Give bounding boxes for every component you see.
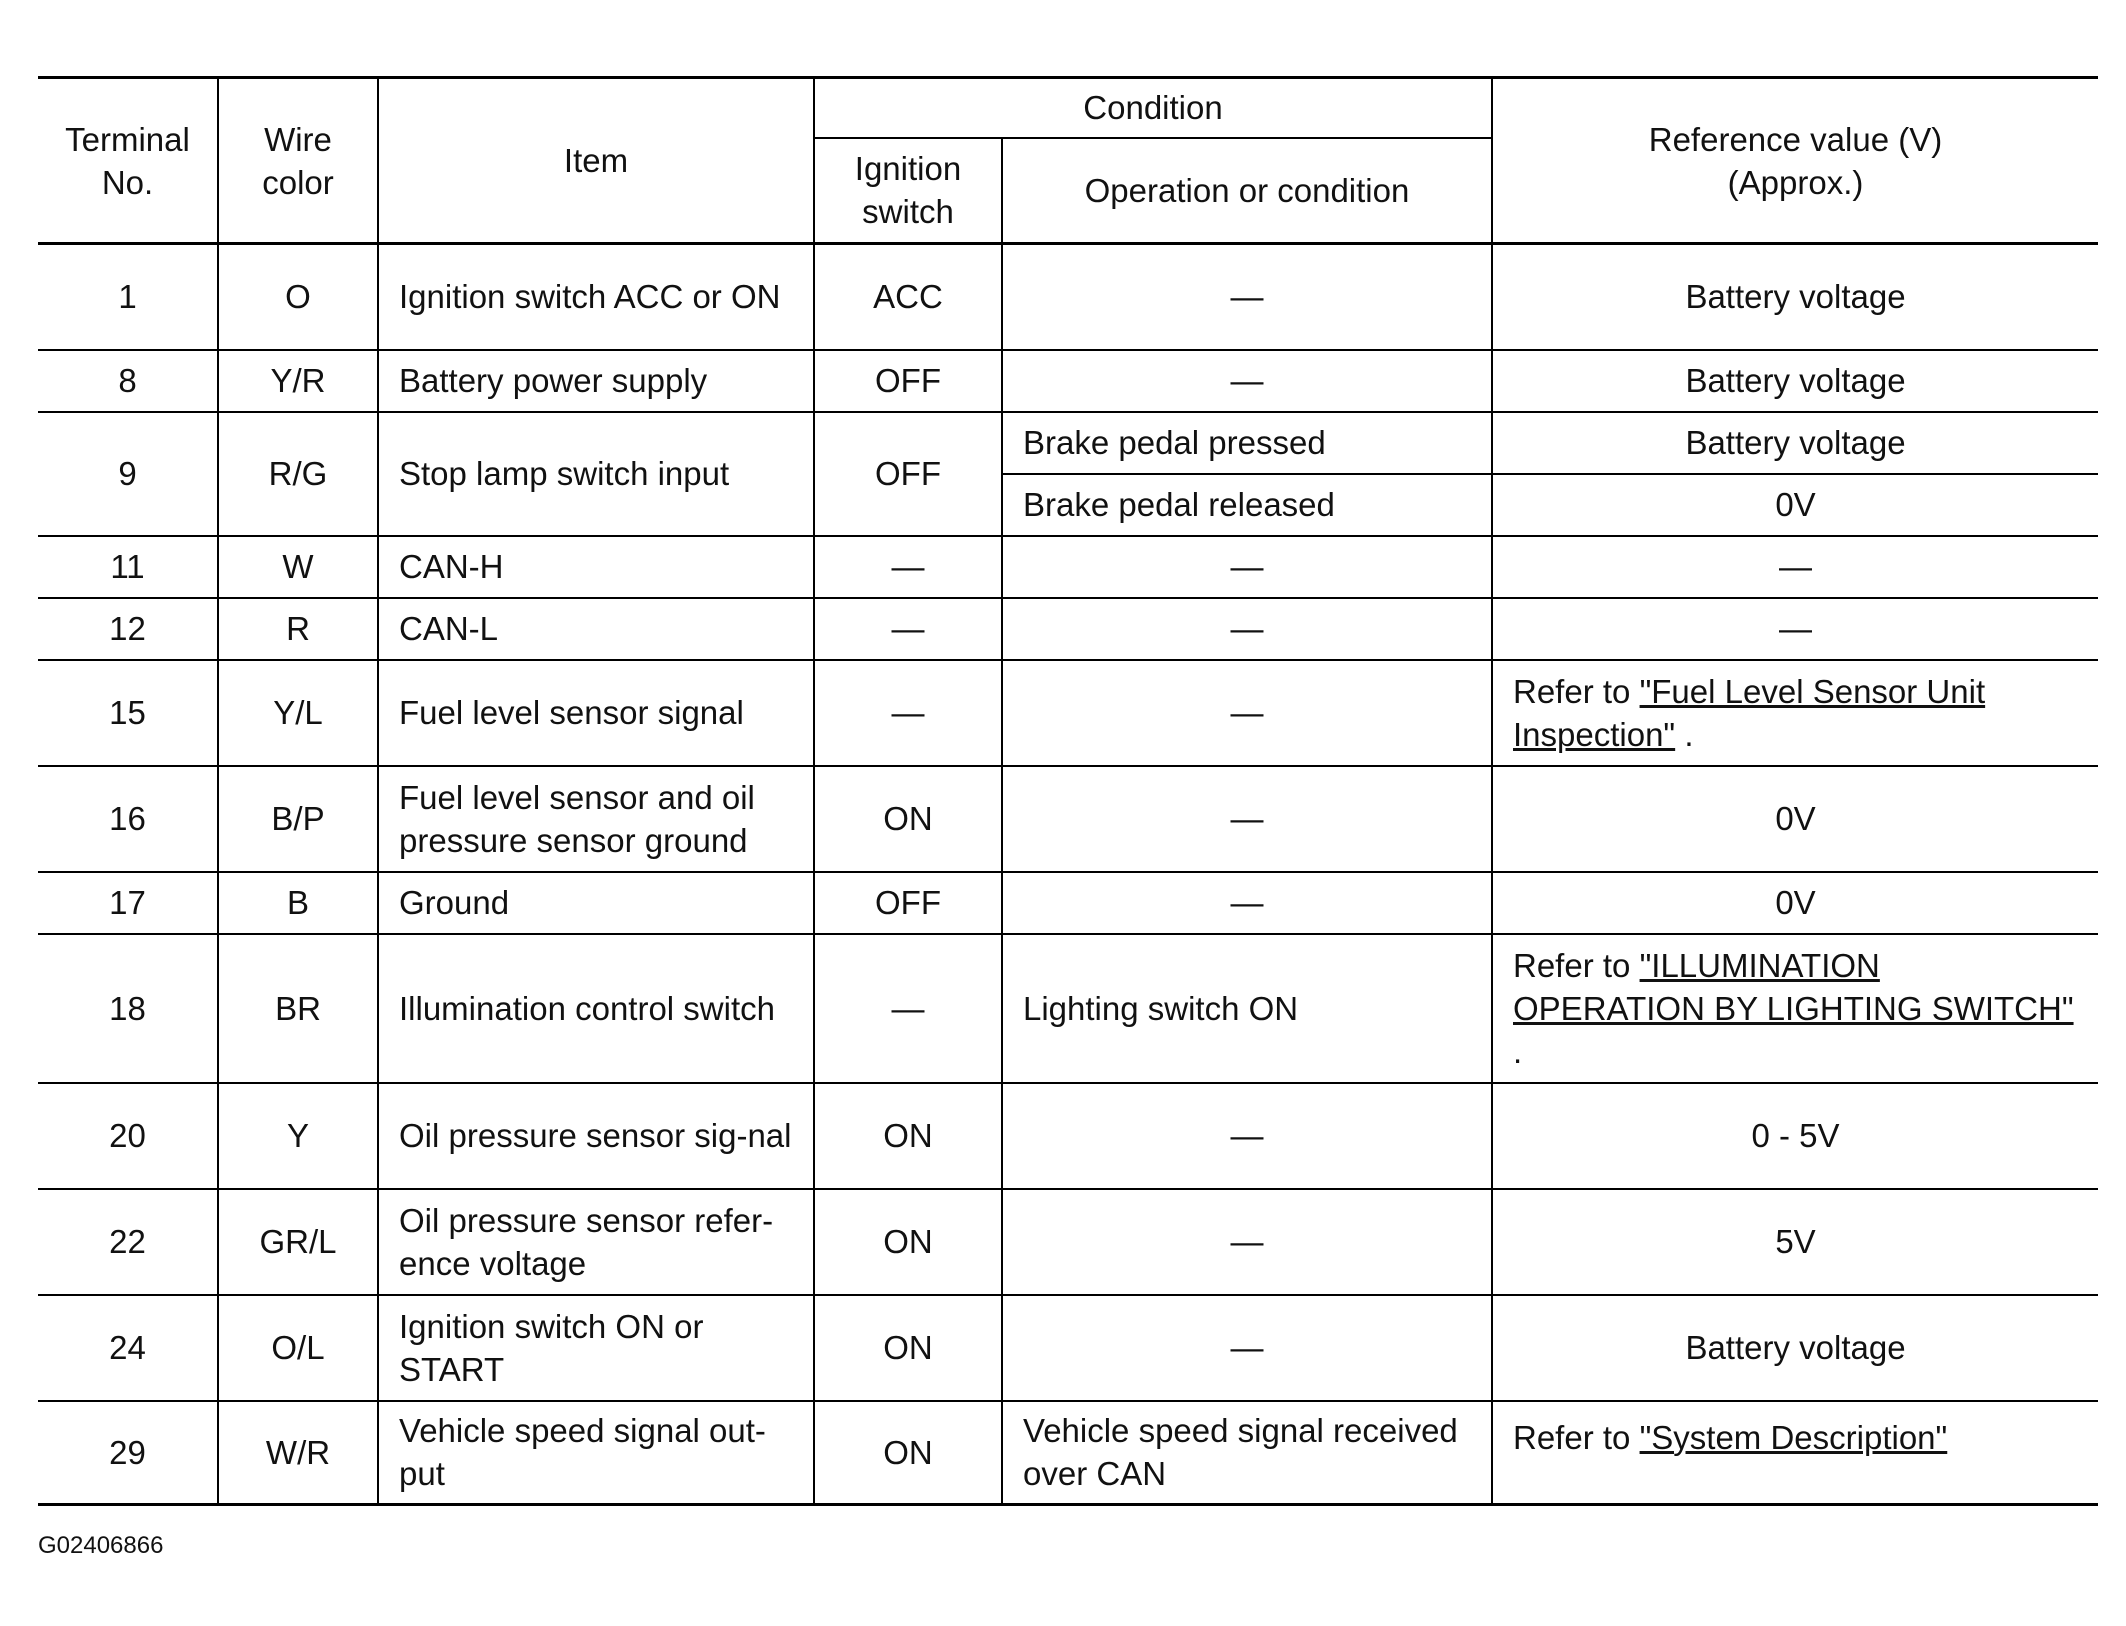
cell-operation-or-condition: — [1002,1083,1492,1189]
cell-terminal-no: 16 [38,766,218,872]
cell-terminal-no: 22 [38,1189,218,1295]
cell-wire-color: O [218,244,378,350]
cell-reference-value: 0V [1492,872,2098,934]
reference-prefix-text: Refer to [1513,946,1640,984]
table-row [38,350,2098,412]
reference-prefix-text: Refer to [1513,672,1640,710]
cell-ignition-switch: — [814,536,1002,598]
cell-ignition-switch: OFF [814,412,1002,536]
cell-terminal-no: 8 [38,350,218,412]
cell-item: Ground [378,872,814,934]
table-row [38,536,2098,598]
cell-terminal-no: 1 [38,244,218,350]
table-row [38,660,2098,766]
cell-operation-or-condition: — [1002,1189,1492,1295]
cell-reference-value: — [1492,598,2098,660]
reference-suffix-text: . [1675,715,1694,753]
cell-wire-color: W [218,536,378,598]
cell-item: CAN-H [378,536,814,598]
cell-item: Ignition switch ACC or ON [378,244,814,350]
header-reference-value: Reference value (V) (Approx.) [1492,78,2098,244]
cell-operation-or-condition: — [1002,350,1492,412]
table-row [38,766,2098,872]
cell-ignition-switch: ACC [814,244,1002,350]
table-row [38,244,2098,350]
table-row [38,412,2098,474]
terminal-reference-table-sheet [38,76,2098,1506]
header-operation-or-condition: Operation or condition [1002,138,1492,244]
cell-operation-or-condition: — [1002,1295,1492,1401]
cell-reference-value [1492,934,2098,1083]
cell-operation-or-condition: — [1002,598,1492,660]
cell-reference-value: 5V [1492,1189,2098,1295]
cell-reference-value: Battery voltage [1492,412,2098,474]
table-row [38,934,2098,1083]
cell-wire-color: B [218,872,378,934]
reference-prefix-text: Refer to [1513,1418,1640,1456]
cell-operation-or-condition: Brake pedal pressed [1002,412,1492,474]
cell-item: Fuel level sensor and oil pressure sensor ground [378,766,814,872]
cell-terminal-no: 20 [38,1083,218,1189]
cell-ignition-switch: — [814,934,1002,1083]
cell-reference-value: Battery voltage [1492,350,2098,412]
cell-wire-color: BR [218,934,378,1083]
cell-wire-color: R [218,598,378,660]
header-item: Item [378,78,814,244]
cell-terminal-no: 11 [38,536,218,598]
table-row [38,1401,2098,1505]
cell-wire-color: Y [218,1083,378,1189]
terminal-reference-table [38,76,2098,1506]
cell-wire-color: B/P [218,766,378,872]
cell-operation-or-condition: Vehicle speed signal received over CAN [1002,1401,1492,1505]
cell-ignition-switch: — [814,598,1002,660]
table-header [38,78,2098,244]
cell-terminal-no: 18 [38,934,218,1083]
cell-ignition-switch: — [814,660,1002,766]
cell-reference-value [1492,1401,2098,1505]
reference-link[interactable]: "ILLUMINATION OPERATION BY LIGHTING SWITCH" [1513,946,2074,1027]
cell-wire-color: Y/L [218,660,378,766]
reference-link[interactable]: "Fuel Level Sensor Unit Inspection" [1513,672,1986,753]
cell-reference-value: Battery voltage [1492,244,2098,350]
cell-ignition-switch: OFF [814,872,1002,934]
cell-operation-or-condition: — [1002,766,1492,872]
cell-item: CAN-L [378,598,814,660]
table-row [38,1295,2098,1401]
cell-reference-value [1492,660,2098,766]
cell-wire-color: O/L [218,1295,378,1401]
reference-link[interactable]: "System Description" [1639,1418,1948,1456]
cell-terminal-no: 24 [38,1295,218,1401]
cell-wire-color: GR/L [218,1189,378,1295]
cell-operation-or-condition: — [1002,244,1492,350]
cell-operation-or-condition: — [1002,536,1492,598]
cell-item: Oil pressure sensor sig-nal [378,1083,814,1189]
cell-item: Oil pressure sensor refer-ence voltage [378,1189,814,1295]
table-row [38,872,2098,934]
header-condition: Condition [814,78,1492,138]
cell-wire-color: Y/R [218,350,378,412]
cell-wire-color: W/R [218,1401,378,1505]
table-row [38,1189,2098,1295]
header-ignition-switch: Ignition switch [814,138,1002,244]
cell-wire-color: R/G [218,412,378,536]
cell-terminal-no: 29 [38,1401,218,1505]
cell-ignition-switch: OFF [814,350,1002,412]
reference-suffix-text: . [1513,1032,1523,1070]
table-body [38,244,2098,1505]
cell-ignition-switch: ON [814,1189,1002,1295]
cell-ignition-switch: ON [814,1295,1002,1401]
cell-item: Illumination control switch [378,934,814,1083]
cell-item: Fuel level sensor signal [378,660,814,766]
cell-item: Stop lamp switch input [378,412,814,536]
cell-terminal-no: 17 [38,872,218,934]
cell-item: Ignition switch ON or START [378,1295,814,1401]
cell-terminal-no: 12 [38,598,218,660]
cell-reference-value: 0V [1492,766,2098,872]
cell-ignition-switch: ON [814,1083,1002,1189]
cell-reference-value: 0V [1492,474,2098,536]
cell-terminal-no: 15 [38,660,218,766]
cell-reference-value: — [1492,536,2098,598]
cell-item: Vehicle speed signal out-put [378,1401,814,1505]
cell-ignition-switch: ON [814,1401,1002,1505]
cell-operation-or-condition: — [1002,660,1492,766]
cell-item: Battery power supply [378,350,814,412]
cell-operation-or-condition: Lighting switch ON [1002,934,1492,1083]
cell-terminal-no: 9 [38,412,218,536]
cell-operation-or-condition: Brake pedal released [1002,474,1492,536]
cell-ignition-switch: ON [814,766,1002,872]
cell-reference-value: 0 - 5V [1492,1083,2098,1189]
cell-reference-value: Battery voltage [1492,1295,2098,1401]
table-row [38,1083,2098,1189]
cell-operation-or-condition: — [1002,872,1492,934]
table-row [38,598,2098,660]
header-wire-color: Wire color [218,78,378,244]
figure-id-label: G02406866 [38,1532,164,1559]
header-terminal-no: Terminal No. [38,78,218,244]
